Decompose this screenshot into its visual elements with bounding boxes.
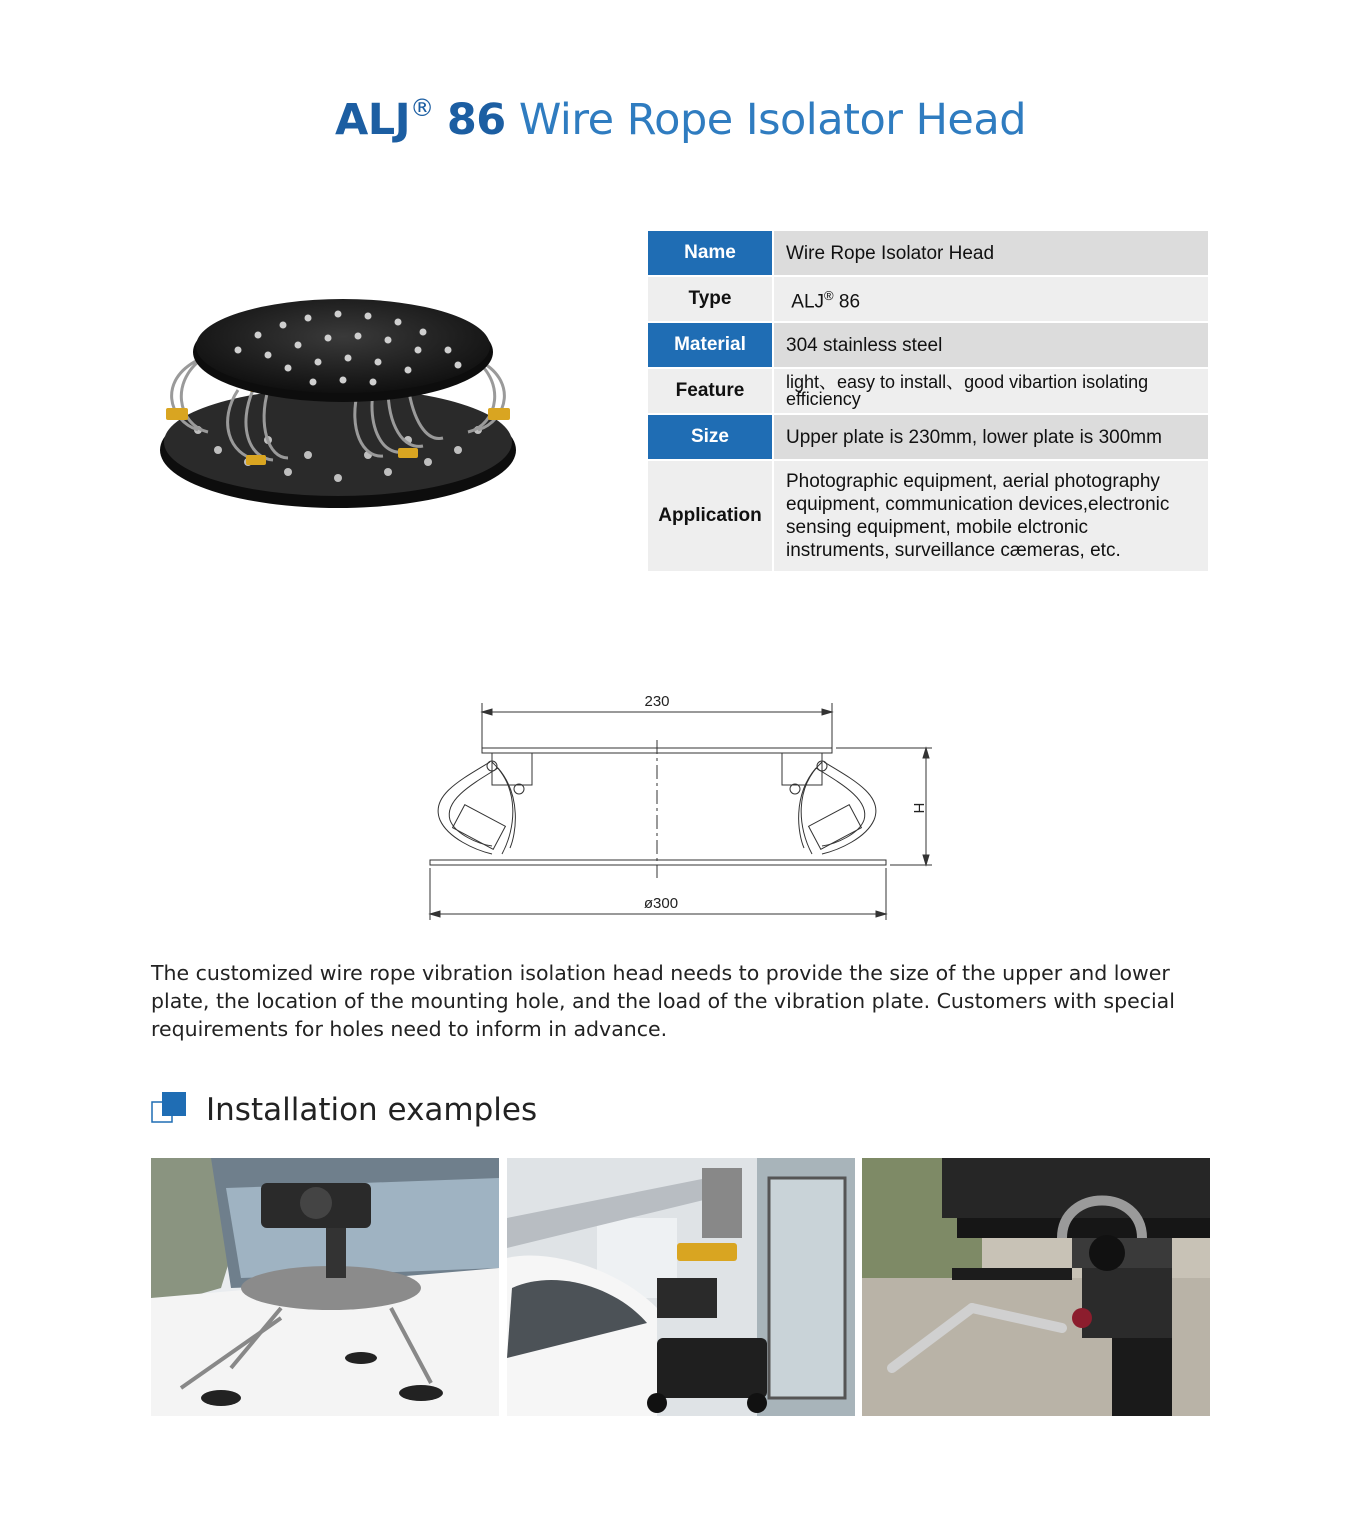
spec-label: Feature — [647, 368, 773, 414]
spec-value: 304 stainless steel — [773, 322, 1209, 368]
registered-mark: ® — [410, 94, 434, 122]
spec-value — [773, 368, 1209, 414]
title-product: Wire Rope Isolator Head — [518, 95, 1027, 145]
section-title: Installation examples — [206, 1092, 538, 1128]
spec-row-application — [647, 460, 1209, 572]
technical-drawing — [420, 688, 940, 928]
spec-row-material — [647, 322, 1209, 368]
application-line: Photographic equipment, aerial photography — [786, 471, 1160, 492]
spec-label: Application — [647, 460, 773, 572]
type-model: 86 — [838, 291, 861, 313]
product-photo — [158, 290, 518, 515]
spec-label: Name — [647, 230, 773, 276]
description-text: The customized wire rope vibration isolation head needs to provide the size of the upper and lower plate, the location of the mounting hole, and the load of the vibration plate. Customers with special requirements for holes need to inform in advance. — [151, 961, 1175, 1041]
spec-label: Size — [647, 414, 773, 460]
page-title — [0, 78, 1361, 150]
feature-line: light、easy to install、good vibartion isolating — [786, 372, 1149, 392]
installation-photo-car-hood — [151, 1158, 499, 1416]
lower-dimension-label: ø300 — [643, 895, 679, 912]
model-number: 86 — [446, 95, 506, 145]
spec-row-type — [647, 276, 1209, 322]
installation-photo-closeup — [862, 1158, 1210, 1416]
installation-photo-camera-crane — [507, 1158, 855, 1416]
application-line: equipment, communication devices,electronic — [786, 494, 1170, 515]
spec-table — [646, 229, 1210, 573]
brand-name: ALJ — [334, 95, 411, 145]
type-brand: ALJ — [791, 291, 825, 313]
spec-label: Material — [647, 322, 773, 368]
spec-row-size — [647, 414, 1209, 460]
spec-row-feature — [647, 368, 1209, 414]
type-reg-mark: ® — [824, 288, 834, 304]
spec-value: Wire Rope Isolator Head — [773, 230, 1209, 276]
square-bullet-icon — [150, 1090, 188, 1126]
spec-value: Upper plate is 230mm, lower plate is 300mm — [773, 414, 1209, 460]
application-line: instruments, surveillance cæmeras, etc. — [786, 540, 1121, 561]
spec-row-name — [647, 230, 1209, 276]
spec-value — [773, 276, 1209, 322]
spec-value — [773, 460, 1209, 572]
spec-label: Type — [647, 276, 773, 322]
height-label: H — [910, 802, 927, 814]
upper-dimension-label: 230 — [644, 693, 670, 710]
application-line: sensing equipment, mobile elctronic — [786, 517, 1089, 538]
feature-line: efficiency — [786, 389, 861, 409]
